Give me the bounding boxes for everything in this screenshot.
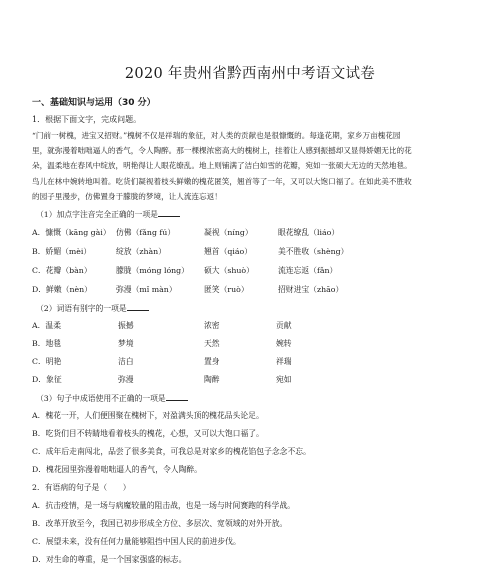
passage-line: 里，就弥漫着咄咄逼人的香气，令人陶醉。那一棵棵浓密高大的槐树上，挂着让人感到振撼却又显得娇媚无比的花 bbox=[32, 146, 412, 156]
sub-question-3-text: （3）句子中成语使用不正确的一项是 bbox=[36, 394, 166, 403]
option-sentence-b: B．吃货们目不转睛地看着枝头的槐花，心想，又可以大饱口福了。 bbox=[32, 429, 264, 438]
option-text: 眼花缭乱（liáo） bbox=[278, 228, 340, 237]
answer-blank[interactable] bbox=[127, 302, 149, 311]
option-sentence-c: C．成年后走南闯北，品尝了很多美食，可我总是对家乡的槐花馅包子念念不忘。 bbox=[32, 447, 311, 456]
option-text: 祥瑞 bbox=[276, 357, 292, 366]
passage-line: 鸟儿在林中婉转地叫着。吃货们凝视着枝头鲜嫩的槐花匿笑，翘首等了一年，又可以大饱口福了。在如此美不胜收 bbox=[32, 176, 412, 186]
option-text: A．慷慨（kāng gài） bbox=[32, 228, 111, 237]
option-text: B．娇媚（mèi） bbox=[32, 247, 92, 256]
option-text: 置身 bbox=[204, 357, 220, 366]
option-text: 仿佛（fǎng fú） bbox=[116, 228, 176, 237]
option-text: 洁白 bbox=[118, 357, 134, 366]
option-text: C．花瓣（bàn） bbox=[32, 266, 92, 275]
answer-blank[interactable] bbox=[158, 208, 180, 217]
option-sentence-d: D．对生命的尊重，是一个国家强盛的标志。 bbox=[32, 555, 187, 564]
option-text: 翘首（qiáo） bbox=[204, 247, 253, 256]
option-sentence-a: A．槐花一开，人们便围聚在槐树下，对盈满头顶的槐花品头论足。 bbox=[32, 411, 264, 420]
option-text: 朦胧（móng lóng） bbox=[116, 266, 189, 275]
sub-question-2 bbox=[36, 302, 149, 314]
option-text: 绽放（zhàn） bbox=[116, 247, 166, 256]
sub-question-1 bbox=[36, 208, 180, 220]
option-text: 硕大（shuò） bbox=[204, 266, 254, 275]
question-2: 2．有语病的句子是（ ） bbox=[32, 483, 131, 492]
option-sentence-c: C．展望未来，没有任何力量能够阻挡中国人民的前进步伐。 bbox=[32, 537, 241, 546]
option-text: 流连忘返（fǎn） bbox=[278, 266, 338, 275]
question-1-intro: 1．根据下面文字，完成问题。 bbox=[32, 115, 142, 124]
section-heading: 一、基础知识与运用（30 分） bbox=[32, 98, 156, 108]
option-text: C．明艳 bbox=[32, 357, 62, 366]
answer-blank[interactable] bbox=[166, 392, 188, 401]
option-sentence-d: D．槐花园里弥漫着咄咄逼人的香气，令人陶醉。 bbox=[32, 465, 202, 474]
option-sentence-a: A．抗击疫情，是一场与病魔较量的阻击战，也是一场与时间赛跑的科学战。 bbox=[32, 501, 295, 510]
option-text: 凝视（níng） bbox=[204, 228, 253, 237]
passage-line: 朵，温柔地在春风中绽放，明艳得让人眼花缭乱。地上则铺满了洁白如雪的花瓣，宛如一张硕大无边的天然地毯。 bbox=[32, 161, 412, 171]
option-sentence-b: B．改革开放至今，我国已初步形成全方位、多层次、宽领域的对外开放。 bbox=[32, 519, 288, 528]
option-text: 弥漫（mǐ màn） bbox=[116, 285, 177, 294]
option-text: 宛如 bbox=[276, 375, 292, 384]
option-text: 弥漫 bbox=[118, 375, 134, 384]
option-text: 美不胜收（shèng） bbox=[278, 247, 349, 256]
option-text: A．温柔 bbox=[32, 321, 62, 330]
option-text: D．鲜嫩（nèn） bbox=[32, 285, 92, 294]
option-text: 天然 bbox=[204, 339, 220, 348]
sub-question-1-text: （1）加点字注音完全正确的一项是 bbox=[36, 210, 158, 219]
option-text: 招财进宝（zhāo） bbox=[278, 285, 344, 294]
option-text: 梦境 bbox=[118, 339, 134, 348]
option-text: 振撼 bbox=[118, 321, 134, 330]
sub-question-2-text: （2）词语有别字的一项是 bbox=[36, 304, 127, 313]
option-text: D．象征 bbox=[32, 375, 62, 384]
passage-line: “门前一树槐，进宝又招财。”槐树不仅是祥瑞的象征，对人类的贡献也是很慷慨的。每逢花期，家乡万亩槐花园 bbox=[32, 131, 401, 140]
sub-question-3 bbox=[36, 392, 188, 404]
option-text: 婉转 bbox=[276, 339, 292, 348]
option-text: 浓密 bbox=[204, 321, 220, 330]
passage-line: 的园子里漫步，仿佛置身于朦胧的梦境，让人流连忘返！ bbox=[32, 191, 222, 201]
page-title: 2020 年贵州省黔西南州中考语文试卷 bbox=[124, 66, 376, 82]
option-text: B．地毯 bbox=[32, 339, 62, 348]
reading-passage bbox=[32, 128, 472, 204]
option-text: 贡献 bbox=[276, 321, 292, 330]
option-text: 匿笑（ruò） bbox=[204, 285, 249, 294]
option-text: 陶醉 bbox=[204, 375, 220, 384]
